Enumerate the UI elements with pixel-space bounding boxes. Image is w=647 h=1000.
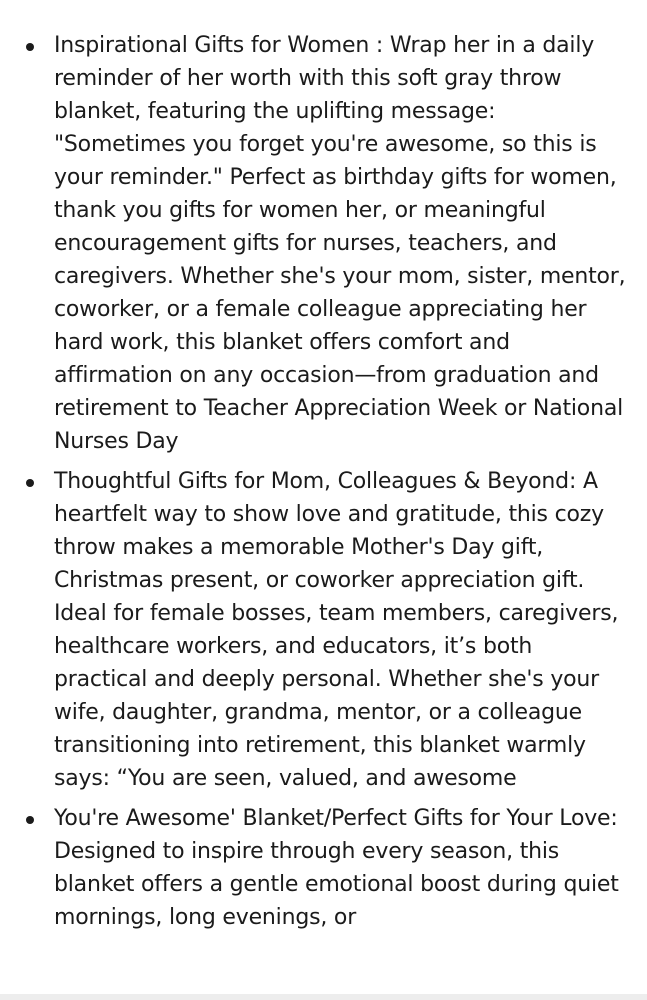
bullet-text: Thoughtful Gifts for Mom, Colleagues & Beyond: A heartfelt way to show love and gratitude, this cozy throw makes a memorable Mother's Day gift, Christmas present, or coworker appreciation gift. Ideal for female bosses, team members, caregivers, healthcare workers, and educators, it’s both practical and deeply personal. Whether she's your wife, daughter, grandma, mentor, or a colleague transitioning into retirement, this blanket warmly says: “You are seen, valued, and awesome [54,469,619,791]
bullet-dot-icon [26,816,34,824]
list-item [0,802,647,934]
product-description [0,29,647,941]
feature-bullet-list [0,29,647,934]
bottom-edge [0,994,647,1000]
list-item [0,29,647,458]
bullet-text: You're Awesome' Blanket/Perfect Gifts for Your Love: Designed to inspire through every season, this blanket offers a gentle emotional boost during quiet mornings, long evenings, or [54,806,619,930]
bullet-dot-icon [26,479,34,487]
bullet-text: Inspirational Gifts for Women : Wrap her in a daily reminder of her worth with this soft gray throw blanket, featuring the uplifting message: "Sometimes you forget you're awesome, so this is your reminder." Perfect as birthday gifts for women, thank you gifts for women her, or meaningful encouragement gifts for nurses, teachers, and caregivers. Whether she's your mom, sister, mentor, coworker, or a female colleague appreciating her hard work, this blanket offers comfort and affirmation on any occasion—from graduation and retirement to Teacher Appreciation Week or National Nurses Day [54,33,626,454]
bullet-dot-icon [26,43,34,51]
list-item [0,465,647,795]
